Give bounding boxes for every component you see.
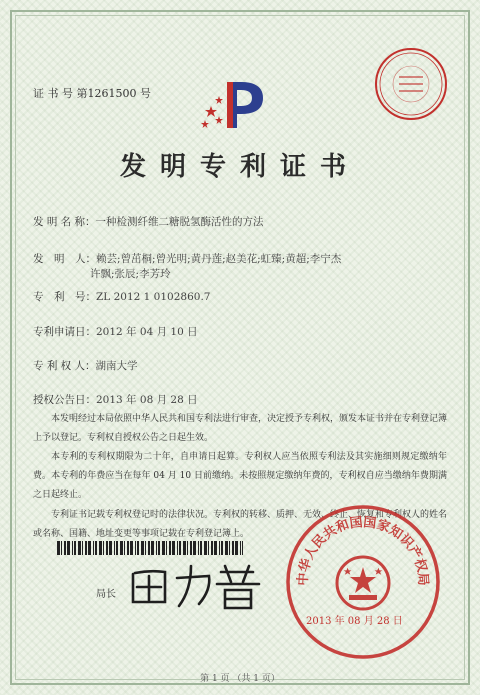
barcode-bar: [235, 541, 238, 555]
page-number: 第 1 页 （共 1 页）: [200, 674, 280, 684]
barcode-bar: [130, 541, 133, 555]
barcode-bar: [158, 541, 160, 555]
barcode-bar: [95, 541, 97, 555]
director-signature: [125, 560, 265, 612]
invention-name-label: 发 明 名 称：: [33, 216, 96, 228]
barcode-bar: [190, 541, 192, 555]
barcode-bar: [137, 541, 139, 555]
certificate-number: 证 书 号 第1261500 号: [33, 87, 151, 100]
seal-text: 中华人民共和国国家知识产权局: [295, 515, 431, 587]
seal-date: 2013 年 08 月 28 日: [306, 616, 403, 627]
barcode-bar: [61, 541, 62, 555]
patentee-field: [33, 358, 138, 373]
barcode-bar: [116, 541, 118, 555]
barcode-bar: [169, 541, 171, 555]
barcode-bar: [99, 541, 102, 555]
barcode-bar: [64, 541, 66, 555]
application-date-value: 2012 年 04 月 10 日: [96, 326, 198, 338]
application-date-label: 专利申请日：: [33, 326, 96, 338]
barcode-bar: [219, 541, 220, 555]
grant-date-field: [33, 392, 198, 407]
barcode-bar: [187, 541, 188, 555]
barcode-bar: [214, 541, 217, 555]
barcode-bar: [145, 541, 146, 555]
invention-name-value: 一种检测纤维二糖脱氢酶活性的方法: [95, 216, 264, 228]
barcode: [57, 541, 243, 555]
barcode-bar: [162, 541, 165, 555]
barcode-bar: [82, 541, 83, 555]
inventors-label: 发 明 人：: [33, 253, 96, 265]
national-ip-office-seal: [284, 503, 442, 661]
inventors-value-continued: 许飘;张辰;李芳玲: [90, 268, 171, 280]
paragraph-legal-status: 专利证书记载专利权登记时的法律状况。专利权的转移、质押、无效、终止、恢复和专利权人的姓名或名称、国籍、地址变更等事项记载在专利登记簿上。: [33, 510, 448, 539]
inventors-field-continued: [90, 266, 171, 281]
patent-number-field: [33, 289, 210, 304]
barcode-bar: [135, 541, 136, 555]
barcode-bar: [232, 541, 234, 555]
barcode-bar: [156, 541, 157, 555]
director-label: 局长: [96, 589, 116, 600]
barcode-bar: [114, 541, 115, 555]
barcode-bar: [211, 541, 213, 555]
corner-seal-stamp: [372, 45, 450, 123]
barcode-bar: [124, 541, 125, 555]
barcode-bar: [148, 541, 150, 555]
grant-date-label: 授权公告日：: [33, 394, 96, 406]
barcode-bar: [221, 541, 223, 555]
barcode-bar: [166, 541, 167, 555]
barcode-bar: [204, 541, 207, 555]
barcode-bar: [72, 541, 73, 555]
barcode-bar: [177, 541, 178, 555]
barcode-bar: [109, 541, 112, 555]
barcode-bar: [141, 541, 144, 555]
barcode-bar: [85, 541, 87, 555]
barcode-bar: [198, 541, 199, 555]
barcode-bar: [179, 541, 181, 555]
barcode-bar: [193, 541, 196, 555]
barcode-bar: [106, 541, 108, 555]
barcode-bar: [225, 541, 228, 555]
barcode-bar: [183, 541, 186, 555]
patent-office-logo-icon: [197, 76, 279, 132]
barcode-bar: [242, 541, 243, 555]
barcode-bar: [57, 541, 60, 555]
barcode-bar: [208, 541, 209, 555]
application-date-field: [33, 324, 198, 339]
barcode-bar: [67, 541, 70, 555]
barcode-bar: [74, 541, 76, 555]
grant-date-value: 2013 年 08 月 28 日: [96, 394, 198, 406]
invention-name-field: [33, 214, 264, 229]
barcode-bar: [78, 541, 81, 555]
barcode-bar: [103, 541, 104, 555]
barcode-bar: [172, 541, 175, 555]
inventors-field: [33, 251, 341, 266]
barcode-bar: [240, 541, 241, 555]
paragraph-term: 本专利的专利权期限为二十年，自申请日起算。专利权人应当依照专利法及其实施细则规定缴纳年费。本专利的年费应当在每年 04 月 10 日前缴纳。未按照规定缴纳年费的，专利权自应当缴纳年费期满之日起终止。: [33, 452, 447, 500]
barcode-bar: [200, 541, 202, 555]
patentee-value: 湖南大学: [95, 360, 138, 372]
barcode-bar: [88, 541, 91, 555]
barcode-bar: [151, 541, 154, 555]
barcode-bar: [93, 541, 94, 555]
certificate-title: 发明专利证书: [119, 152, 360, 182]
barcode-bar: [120, 541, 123, 555]
barcode-bar: [127, 541, 129, 555]
barcode-bar: [229, 541, 230, 555]
patent-number-value: ZL 2012 1 0102860.7: [96, 291, 211, 303]
patent-number-label: 专 利 号：: [33, 291, 96, 303]
paragraph-grant: 本发明经过本局依照中华人民共和国专利法进行审查，决定授予专利权，颁发本证书并在专利登记簿上予以登记。专利权自授权公告之日起生效。: [33, 414, 448, 443]
patentee-label: 专 利 权 人：: [33, 360, 96, 372]
inventors-value: 赖芸;曾茁桐;曾光明;黄丹莲;赵美花;虹臻;黄超;李宁杰: [96, 253, 342, 265]
